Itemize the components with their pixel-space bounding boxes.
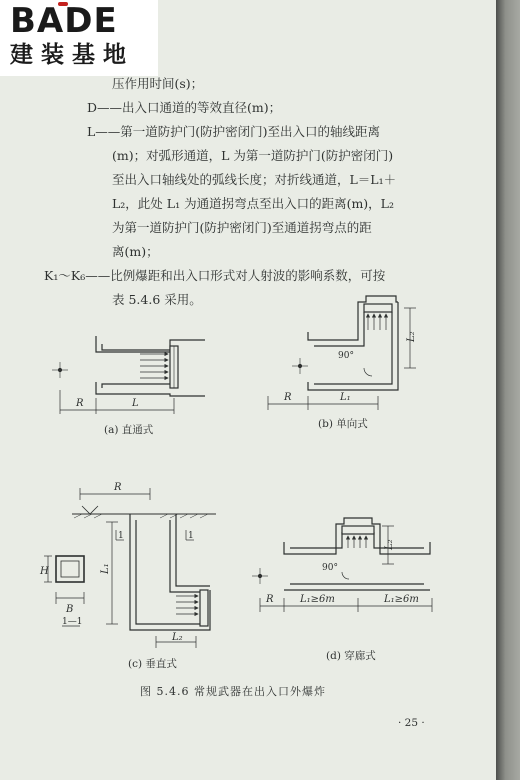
text-line: 表 5.4.6 采用。 bbox=[112, 292, 202, 307]
label-a-l: L bbox=[132, 398, 139, 409]
label-d-l1b: L₁≥6m bbox=[384, 594, 419, 605]
book-spine bbox=[496, 0, 520, 780]
label-c-h: H bbox=[40, 566, 49, 577]
text-line: 压作用时间(s)； bbox=[112, 76, 204, 91]
section-mark-left: 1 bbox=[118, 531, 124, 541]
label-d-l1: L₁≥6m bbox=[300, 594, 335, 605]
caption-b: (b) 单向式 bbox=[318, 418, 368, 430]
text-line: K₁～K₆——比例爆距和出入口形式对人射波的影响系数，可按 bbox=[44, 268, 386, 283]
label-c-l1: L₁ bbox=[100, 563, 111, 574]
label-c-l2: L₂ bbox=[172, 632, 183, 643]
diagram-a-straight bbox=[52, 336, 205, 414]
text-line: (m)；对弧形通道，L 为第一道防护门(防护密闭门) bbox=[112, 148, 394, 163]
label-d-angle: 90° bbox=[322, 563, 338, 573]
label-c-r: R bbox=[114, 482, 122, 493]
text-line: D——出入口通道的等效直径(m)； bbox=[87, 100, 282, 115]
text-line: 至出入口轴线处的弧线长度；对折线通道，L＝L₁＋ bbox=[112, 172, 397, 187]
page-number: · 25 · bbox=[398, 717, 425, 729]
label-b-r: R bbox=[284, 392, 292, 403]
text-line: 离(m)； bbox=[112, 244, 159, 259]
section-label: 1—1 bbox=[62, 617, 83, 627]
label-b-l1: L₁ bbox=[340, 392, 351, 403]
caption-d: (d) 穿廊式 bbox=[326, 650, 376, 662]
logo-chinese: 建装基地 bbox=[10, 42, 134, 68]
label-a-r: R bbox=[76, 398, 84, 409]
logo-word: BADE bbox=[10, 1, 118, 41]
label-b-angle: 90° bbox=[338, 351, 354, 361]
text-line: L——第一道防护门(防护密闭门)至出入口的轴线距离 bbox=[87, 124, 381, 139]
label-d-r: R bbox=[266, 594, 274, 605]
section-mark-right: 1 bbox=[188, 531, 194, 541]
text-line: L₂，此处 L₁ 为通道拐弯点至出入口的距离(m)，L₂ bbox=[112, 196, 394, 211]
caption-a: (a) 直通式 bbox=[104, 424, 154, 436]
label-c-b: B bbox=[66, 604, 74, 615]
label-b-l2: L₂ bbox=[406, 331, 417, 342]
caption-c: (c) 垂直式 bbox=[128, 658, 177, 670]
text-line: 为第一道防护门(防护密闭门)至通道拐弯点的距 bbox=[112, 220, 372, 235]
label-d-l2: L₂ bbox=[384, 539, 395, 550]
figure-caption: 图 5.4.6 常规武器在出入口外爆炸 bbox=[140, 685, 326, 698]
